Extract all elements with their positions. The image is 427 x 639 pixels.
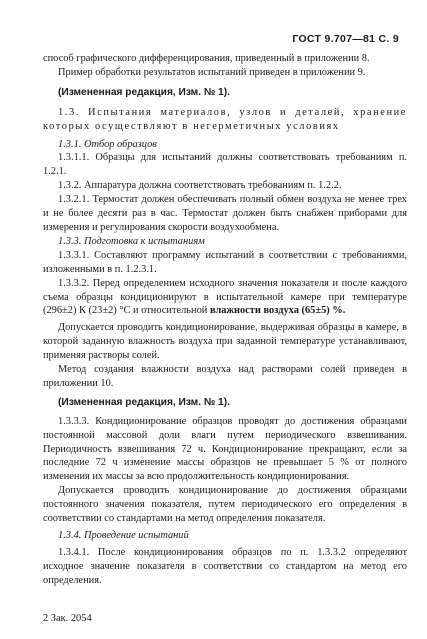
humidity-value: влажности воздуха (65±5) %. <box>209 305 346 317</box>
subsection-heading-1-3-3: 1.3.3. Подготовка к испытаниям <box>58 235 205 247</box>
clause-1-3-2: 1.3.2. Аппаратура должна соответствовать требованиям п. 1.2.2. <box>58 180 342 192</box>
paragraph-conditioning-allowance: Допускается проводить кондиционирование, выдерживая образцы в камере, в которой заданную влажность воздуха при заданной температуре устанавливают, применяя растворы солей. <box>43 322 407 362</box>
subsection-heading-1-3-1: 1.3.1. Отбор образцов <box>58 138 157 150</box>
clause-1-3-3-3: 1.3.3.3. Кондиционирование образцов проводят до достижения образцами постоянной массовой доли влаги путем периодического взвешивания. Периодичность взвешивания 72 ч. Кондиционирование прекращают, если за последние 72 ч изменение массы образцов не превышает 5 % от полного изменения их массы за всю продолжительность кондиционирования. <box>43 415 407 483</box>
clause-1-3-3-2-text: 1.3.3.2. Перед определением исходного значения показателя и после каждого съема образцы кондиционируют в испытательной камере при температуре (296±2) К (23±2) °С и относительной <box>43 277 407 317</box>
paragraph-continuation: способ графического дифференцирования, приведенный в приложении 8. <box>43 53 370 64</box>
clause-1-3-1-1: 1.3.1.1. Образцы для испытаний должны соответствовать требованиям п. 1.2.1. <box>43 152 407 178</box>
amendment-note: (Измененная редакция, Изм. № 1). <box>58 86 230 98</box>
paragraph-example-reference: Пример обработки результатов испытаний приведен в приложении 9. <box>58 66 366 78</box>
clause-1-3-3-1: 1.3.3.1. Составляют программу испытаний в соответствии с требованиями, изложенными в п. 1.2.3.1. <box>43 249 407 275</box>
subsection-heading-1-3-4: 1.3.4. Проведение испытаний <box>58 530 189 541</box>
amendment-note-2: (Измененная редакция, Изм. № 1). <box>58 396 230 408</box>
section-heading-1-3: 1.3. Испытания материалов, узлов и деталей, хранение которых осуществляют в негерметичных условиях <box>43 106 407 132</box>
paragraph-constant-value: Допускается проводить кондиционирование до достижения образцами постоянного значения показателя, путем периодического его определения в соответствии со стандартами на метод определения показателя. <box>43 485 407 525</box>
paragraph-salt-method: Метод создания влажности воздуха над растворами солей приведен в приложении 10. <box>43 364 407 389</box>
clause-1-3-2-1: 1.3.2.1. Термостат должен обеспечивать полный обмен воздуха не менее трех и не более десяти раз в час. Термостат должен быть снабжен приборами для измерения и регулирования скорости воздухообмена. <box>43 194 407 233</box>
document-body <box>43 52 407 588</box>
page-footer: 2 Зак. 2054 <box>43 613 92 624</box>
clause-1-3-4-1: 1.3.4.1. После кондиционирования образцов по п. 1.3.3.2 определяют исходное значение показателя в соответствии со стандартом на метод его определения. <box>43 546 407 586</box>
page-header: ГОСТ 9.707—81 С. 9 <box>292 33 399 45</box>
clause-1-3-3-2 <box>43 277 407 319</box>
